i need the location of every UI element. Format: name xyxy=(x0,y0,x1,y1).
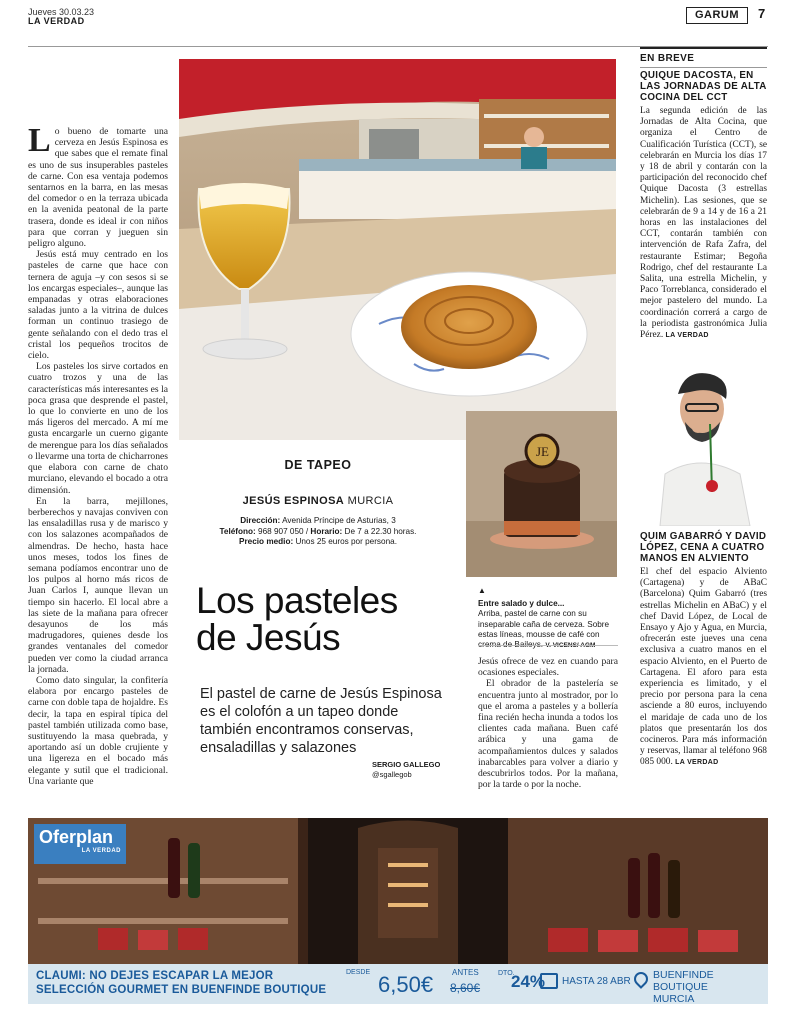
article-subheadline: El pastel de carne de Jesús Espinosa es el colofón a un tapeo donde también encontramos conservas, ensaladillas y salazones xyxy=(200,686,442,756)
article-paragraph: El obrador de la pastelería se encuentra junto al mostrador, por lo que el aroma a pasteles y a bollería fina recién hecha inunda a todos los clientes cada mañana. Buen café arábica y una gama de acompañamientos dulces y salados inabarcables para volver a diario y descubrirlos todos. Por la mañana, por la tarde o por la noche. xyxy=(478,678,618,791)
sidebar-top-rule xyxy=(640,47,767,49)
caption-rule xyxy=(478,645,618,646)
restaurant-name: JESÚS ESPINOSA MURCIA xyxy=(242,495,394,507)
restaurant-info-box xyxy=(179,445,457,567)
location-pin-icon xyxy=(631,969,651,989)
ad-from-label: DESDE xyxy=(346,969,371,976)
article-paragraph: Lo bueno de tomarte una cerveza en Jesús Espinosa es que sabes que el remate final es uno de sus insuperables pasteles de carne. Con esa ventaja podemos sentarnos en la barra, en las mesas del comedor o en la terraza ubicada en la avenida peatonal de la parte trasera, donde es ideal ir con niños para que corran y jueguen sin peligro alguno. xyxy=(28,122,168,250)
section-label: GARUM xyxy=(686,7,748,24)
brief-2-headline: QUIM GABARRÓ Y DAVID LÓPEZ, CENA A CUATRO MANOS EN ALVIENTO xyxy=(640,531,767,564)
ad-photo xyxy=(28,818,768,964)
brief-1-headline: QUIQUE DACOSTA, EN LAS JORNADAS DE ALTA COCINA DEL CCT xyxy=(640,70,767,103)
ad-info-bar xyxy=(28,964,768,1004)
sidebar-rule xyxy=(640,67,767,68)
issue-date: Jueves 30.03.23 xyxy=(28,7,95,17)
article-paragraph: Los pasteles los sirve cortados en cuatro trozos y una de las características más interesantes es la poca grasa que desprende el pastel, lo que lo convierte en uno de los más ligeros del mercado. A mí me gusta encargarle un cuerno gigante de merengue para los días señalados o llevarme una torta de chicharrones que elabora con carne de chato murciano, elevando el bocado a otra dimensión. xyxy=(28,361,168,496)
ad-until-date: HASTA 28 ABR xyxy=(562,976,631,987)
article-paragraph: Jesús está muy centrado en los pasteles de carne que hace con ternera de aguja –y con sesos si se los encargas especiales–, aunque las empanadas y otras elaboraciones saladas junto a la vitrina de dulces forman un continuo trasiego de gente señalando con el dedo tras el cristal los pequeños trocitos de cielo. xyxy=(28,249,168,362)
brief-2-text: El chef del espacio Alviento (Cartagena) y de ABaC (Barcelona) Quim Gabarró (tres estrellas Michelin en ABaC) y el chef David López, de Local de Ensayo y Ajo y Agua, en Murcia, ofrecerán este jueves una cena exclusiva a cuatro manos en el espacio Alviento, en el Puerto de Cartagena. El aforo para esta experiencia es limitado, y el precio por persona para la cena asciende a 80 euros, incluyendo el maridaje de cada uno de los platos que presentarán los dos cocineros. Para más información y reservas, llamar al teléfono 968 085 000. LA VERDAD xyxy=(640,567,767,768)
ad-price: 6,50€ xyxy=(378,972,434,997)
photo-illustration xyxy=(179,59,616,440)
calendar-icon xyxy=(540,973,558,989)
restaurant-phone-hours: Teléfono: 968 907 050 / Horario: De 7 a 22.30 horas. xyxy=(219,526,417,536)
article-paragraph: En la barra, mejillones, berberechos y navajas conviven con las ensaladillas rusa y de marisco y con los salazones acompañados de almendras. De hecho, hasta hace unos meses, todos los fines de semana podíamos encontrar uno de los pulpos al horno más ricos de Juan Carlos I, aunque llevan un tiempo sin hacerlo. El local abre a las siete de la mañana para ofrecer desayunos de los más madrugadores, quienes desde los grandes ventanales del comedor pueden ver como la ciudad arranca la jornada. xyxy=(28,495,168,675)
caption-arrow-icon: ▲ xyxy=(478,586,486,595)
photo-illustration xyxy=(640,364,767,526)
photo-caption: Entre salado y dulce... Arriba, pastel de carne con su inseparable caña de cerveza. Sobre estas líneas, mousse de café con xyxy=(478,599,610,639)
logo-mark: JE xyxy=(536,444,549,459)
article-byline: SERGIO GALLEGO @sgallegob xyxy=(372,760,441,779)
ad-discount-label: DTO. xyxy=(498,970,515,977)
ad-brand-logo: Oferplan LA VERDAD xyxy=(34,824,126,864)
brief-1-text: La segunda edición de las Jornadas de Alta Cocina, que organiza el Centro de Cualificación Turística (CCT), se celebrarán en Murcia los días 17 y 18 de abril y contarán con la participación del reconocido chef Quique Dacosta (3 estrellas Michelin). Las sesiones, que se celebrarán de 9 a 14 y de 16 a 21 horas en las instalaciones del CCT, contarán también con intervención de Rafa Zafra, del restaurante Estimar; Begoña Rodrigo, chef del restaurante La Salita, una estrella Michelin, y Paco Torreblanca, considerado el mejor pastelero del mundo. La coordinación correrá a cargo de la periodista gastronómica Julia Pérez. LA VERDAD xyxy=(640,106,767,341)
publication-name: LA VERDAD xyxy=(28,16,85,26)
article-headline: Los pasteles de Jesús xyxy=(196,580,398,658)
article-column-1 xyxy=(28,122,168,787)
article-paragraph: Como dato singular, la confitería elabora por encargo pasteles de carne con doble tapa de hojaldre. Es decir, la tapa en espiral típica del pastel también utilizada como base, sustituyendo la masa quebrada, y aportando así un doble crujiente y una ligereza en el bocado más elegante y sutil que el tradicional. Una variante que xyxy=(28,674,168,787)
photo-beer-and-meat-pie xyxy=(179,59,616,440)
sidebar-label: EN BREVE xyxy=(640,53,695,64)
ad-discount: 24% xyxy=(511,972,546,991)
photo-chef xyxy=(640,364,767,526)
restaurant-address: Dirección: Avenida Príncipe de Asturias, 3 xyxy=(240,516,396,525)
ad-headline: CLAUMI: NO DEJES ESCAPAR LA MEJOR SELECCIÓN GOURMET EN BUENFINDE BOUTIQUE xyxy=(36,970,327,996)
photo-illustration xyxy=(466,411,617,577)
advertisement-banner[interactable] xyxy=(28,818,768,1004)
restaurant-details xyxy=(179,516,457,548)
info-box-title: DE TAPEO xyxy=(284,458,352,472)
ad-place: BUENFINDE BOUTIQUE MURCIA xyxy=(653,969,714,1004)
article-column-3 xyxy=(478,656,618,790)
restaurant-price: Precio medio: Unos 25 euros por persona. xyxy=(239,537,397,546)
photo-coffee-mousse xyxy=(466,411,617,577)
drop-cap: L xyxy=(28,122,51,159)
article-paragraph: Jesús ofrece de vez en cuando para ocasiones especiales. xyxy=(478,656,618,679)
ad-before-label: ANTES xyxy=(452,968,479,977)
page-number: 7 xyxy=(758,6,766,21)
ad-old-price: 8,60€ xyxy=(450,981,481,995)
